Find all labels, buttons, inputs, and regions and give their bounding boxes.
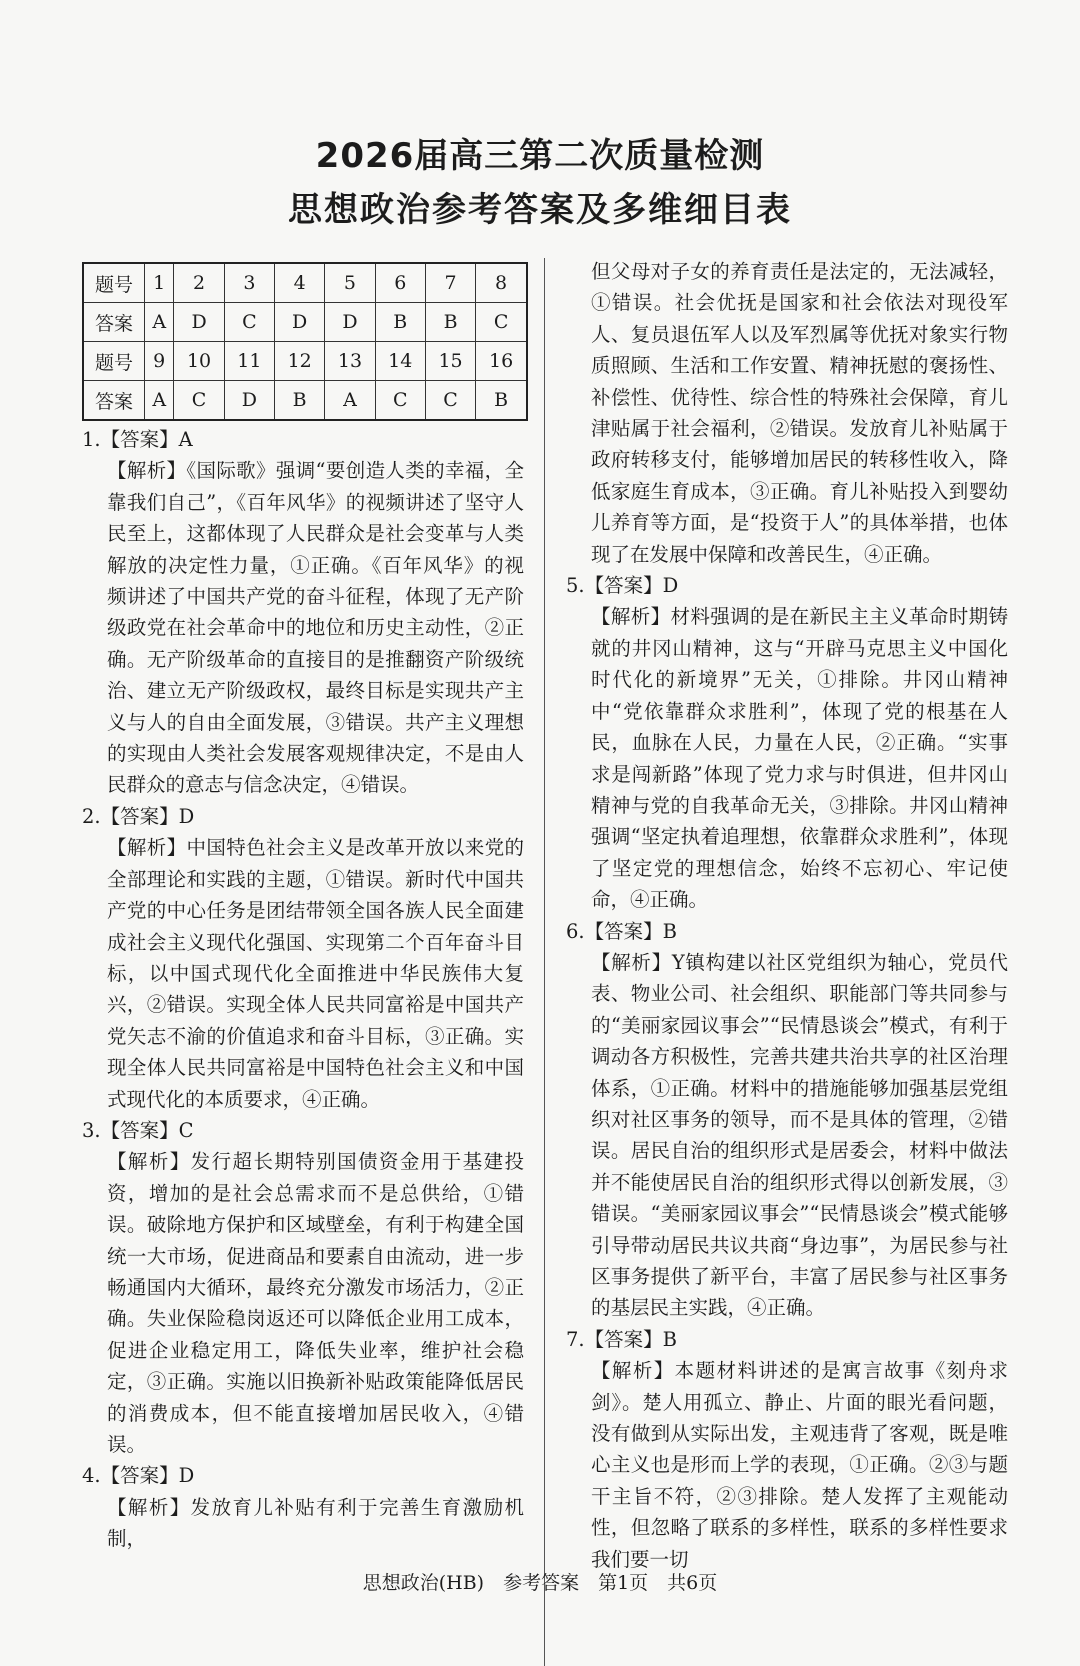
answer-table-row: [83, 381, 527, 421]
table-cell: 13: [325, 342, 375, 381]
table-cell: D: [224, 381, 274, 421]
table-row-header: 答案: [83, 303, 145, 342]
question-explanation: 【解析】本题材料讲述的是寓言故事《刻舟求剑》。楚人用孤立、静止、片面的眼光看问题，没有做到从实际出发，主观违背了客观，既是唯心主义也是形而上学的表现，①正确。②③与题干主旨不符，②③排除。楚人发挥了主观能动性，但忽略了联系的多样性，联系的多样性要求我们要一切: [591, 1359, 1008, 1571]
question-answer-heading: 2.【答案】D: [82, 804, 195, 828]
question-explanation: 【解析】发行超长期特别国债资金用于基建投资，增加的是社会总需求而不是总供给，①错误。破除地方保护和区域壁垒，有利于构建全国统一大市场，促进商品和要素自由流动，进一步畅通国内大循环，最终充分激发市场活力，②正确。失业保险稳岗返还可以降低企业用工成本，促进企业稳定用工，降低失业率，维护社会稳定，③正确。实施以旧换新补贴政策能降低居民的消费成本，但不能直接增加居民收入，④错误。: [107, 1150, 524, 1456]
table-cell: 8: [476, 263, 527, 303]
table-cell: 7: [425, 263, 475, 303]
table-cell: 15: [425, 342, 475, 381]
table-cell: B: [275, 381, 325, 421]
question-answer-heading: 5.【答案】D: [566, 574, 679, 598]
column-divider: [544, 258, 545, 1666]
question-answer-heading: 1.【答案】A: [82, 428, 193, 451]
question-explanation: 【解析】发放育儿补贴有利于完善生育激励机制，: [107, 1495, 524, 1551]
table-cell: 11: [224, 342, 274, 381]
table-row-header: 答案: [83, 381, 145, 421]
answer-table-row: [83, 263, 527, 303]
table-row-header: 题号: [83, 263, 145, 303]
table-cell: B: [425, 303, 475, 342]
question-explanation: 【解析】《国际歌》强调“要创造人类的幸福，全靠我们自己”，《百年风华》的视频讲述了坚守人民至上，这都体现了人民群众是社会变革与人类解放的决定性力量，①正确。《百年风华》的视频讲述了中国共产党的奋斗征程，体现了无产阶级政党在社会革命中的地位和历史主动性，②正确。无产阶级革命的直接目的是推翻资产阶级统治、建立无产阶级政权，最终目标是实现共产主义与人的自由全面发展，③错误。共产主义理想的实现由人类社会发展客观规律决定，不是由人民群众的意志与信念决定，④错误。: [107, 459, 524, 797]
question-answer-heading: 4.【答案】D: [82, 1464, 195, 1488]
table-row-header: 题号: [83, 342, 145, 381]
table-cell: 6: [375, 263, 425, 303]
question-explanation: 【解析】Y镇构建以社区党组织为轴心，党员代表、物业公司、社会组织、职能部门等共同参与的“美丽家园议事会”“民情恳谈会”模式，有利于调动各方积极性，完善共建共治共享的社区治理体系，①正确。材料中的措施能够加强基层党组织对社区事务的领导，而不是具体的管理，②错误。居民自治的组织形式是居委会，材料中做法并不能使居民自治的组织形式得以创新发展，③错误。“美丽家园议事会”“民情恳谈会”模式能够引导带动居民共议共商“身边事”，为居民参与社区事务提供了新平台，丰富了居民参与社区事务的基层民主实践，④正确。: [591, 950, 1008, 1320]
table-cell: 3: [224, 263, 274, 303]
table-cell: C: [425, 381, 475, 421]
table-cell: A: [325, 381, 375, 421]
table-cell: 9: [145, 342, 174, 381]
answer-table-row: [83, 303, 527, 342]
table-cell: 16: [476, 342, 527, 381]
table-cell: 2: [174, 263, 224, 303]
table-cell: 10: [174, 342, 224, 381]
left-column: [82, 424, 524, 1555]
question-answer-heading: 3.【答案】C: [82, 1118, 194, 1142]
table-cell: 14: [375, 342, 425, 381]
question-answer-heading: 7.【答案】B: [566, 1327, 677, 1351]
table-cell: B: [375, 303, 425, 342]
table-cell: B: [476, 381, 527, 421]
table-cell: D: [325, 303, 375, 342]
table-cell: D: [275, 303, 325, 342]
table-cell: 4: [275, 263, 325, 303]
question-explanation: 但父母对子女的养育责任是法定的，无法减轻，①错误。社会优抚是国家和社会依法对现役军人、复员退伍军人以及军烈属等优抚对象实行物质照顾、生活和工作安置、精神抚慰的褒扬性、补偿性、优待性、综合性的特殊社会保障，育儿津贴属于社会福利，②错误。发放育儿补贴属于政府转移支付，能够增加居民的转移性收入，降低家庭生育成本，③正确。育儿补贴投入到婴幼儿养育等方面，是“投资于人”的具体举措，也体现了在发展中保障和改善民生，④正确。: [591, 260, 1008, 566]
table-cell: 5: [325, 263, 375, 303]
table-cell: C: [224, 303, 274, 342]
table-cell: C: [174, 381, 224, 421]
question-explanation: 【解析】中国特色社会主义是改革开放以来党的全部理论和实践的主题，①错误。新时代中国共产党的中心任务是团结带领全国各族人民全面建成社会主义现代化强国、实现第二个百年奋斗目标，以中国式现代化全面推进中华民族伟大复兴，②错误。实现全体人民共同富裕是中国共产党矢志不渝的价值追求和奋斗目标，③正确。实现全体人民共同富裕是中国特色社会主义和中国式现代化的本质要求，④正确。: [107, 836, 524, 1111]
answer-table-row: [83, 342, 527, 381]
right-column: [566, 256, 1008, 1575]
answer-table: [82, 262, 528, 421]
document-subtitle: 思想政治参考答案及多维细目表: [288, 190, 792, 230]
table-cell: 12: [275, 342, 325, 381]
document-title: 2026届高三第二次质量检测: [315, 136, 765, 176]
table-cell: A: [145, 303, 174, 342]
table-cell: A: [145, 381, 174, 421]
table-cell: C: [375, 381, 425, 421]
page-footer: 思想政治(HB) 参考答案 第1页 共6页: [362, 1572, 718, 1594]
table-cell: D: [174, 303, 224, 342]
table-cell: C: [476, 303, 527, 342]
table-cell: 1: [145, 263, 174, 303]
question-answer-heading: 6.【答案】B: [566, 919, 677, 943]
question-explanation: 【解析】材料强调的是在新民主主义革命时期铸就的井冈山精神，这与“开辟马克思主义中国化时代化的新境界”无关，①排除。井冈山精神中“党依靠群众求胜利”，体现了党的根基在人民，血脉在人民，力量在人民，②正确。“实事求是闯新路”体现了党力求与时俱进，但井冈山精神与党的自我革命无关，③排除。井冈山精神强调“坚定执着追理想，依靠群众求胜利”，体现了坚定党的理想信念，始终不忘初心、牢记使命，④正确。: [591, 605, 1008, 912]
